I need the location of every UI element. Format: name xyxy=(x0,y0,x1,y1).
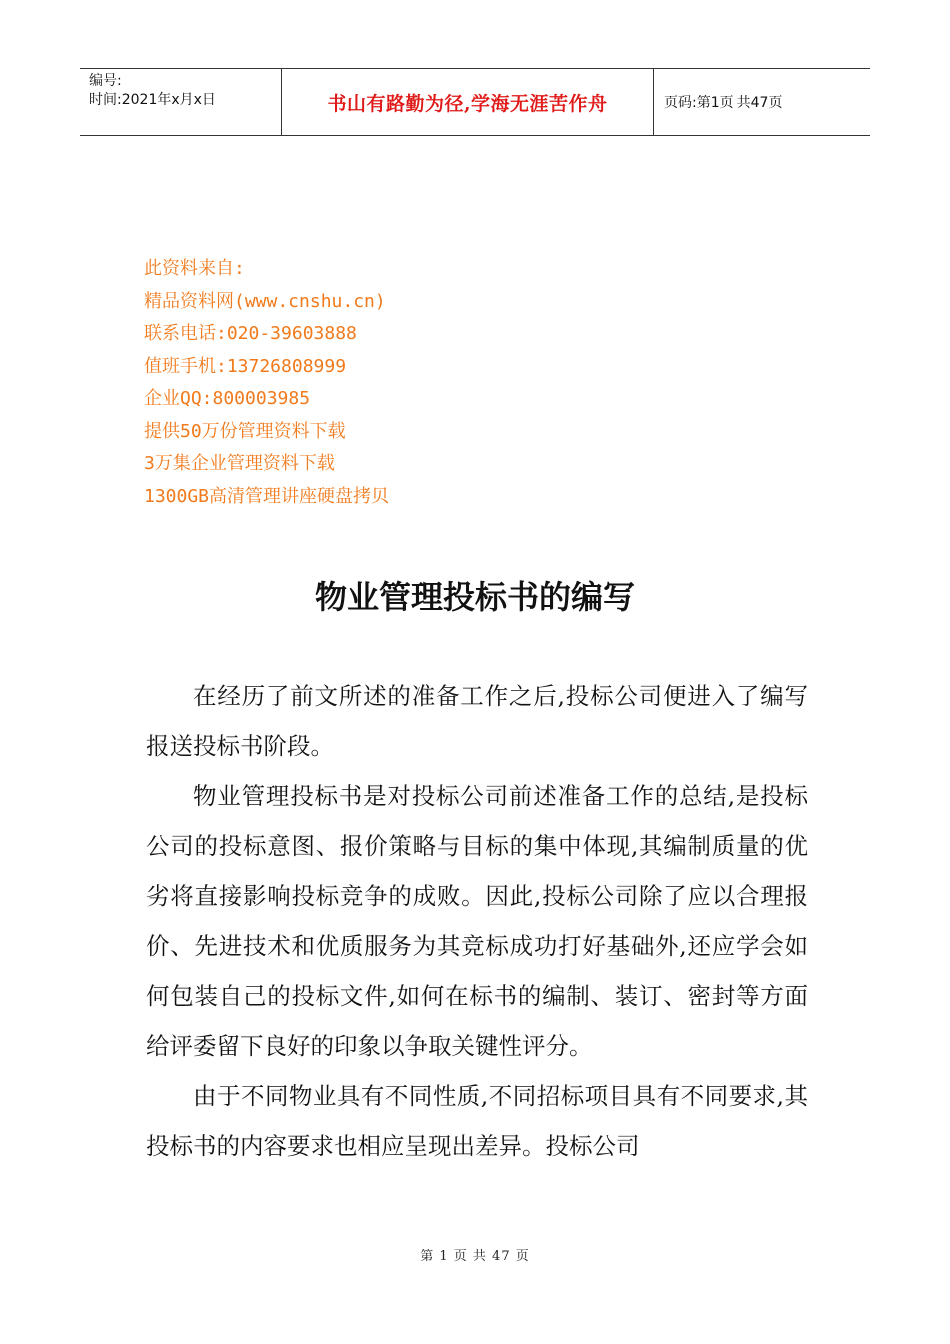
body-paragraph: 由于不同物业具有不同性质,不同招标项目具有不同要求,其投标书的内容要求也相应呈现出差异。投标公司 xyxy=(146,1082,808,1160)
header-motto-cell xyxy=(282,69,654,135)
header-meta-cell xyxy=(80,69,282,135)
header-motto: 书山有路勤为径,学海无涯苦作舟 xyxy=(327,92,608,115)
header-total-label: 共47页 xyxy=(736,95,783,111)
header-page-cell xyxy=(654,69,870,135)
source-info-block xyxy=(144,253,389,513)
document-title: 物业管理投标书的编写 xyxy=(314,578,635,616)
document-body xyxy=(146,671,808,1171)
source-line: 提供50万份管理资料下载 xyxy=(144,420,346,442)
header-page-label: 页码:第1页 xyxy=(664,95,734,111)
source-line: 企业QQ:800003985 xyxy=(144,388,311,409)
header-code-label: 编号: xyxy=(89,73,122,89)
source-line: 此资料来自: xyxy=(144,258,245,279)
source-line: 联系电话:020-39603888 xyxy=(144,323,357,344)
source-line: 精品资料网(www.cnshu.cn) xyxy=(144,290,386,312)
body-paragraph: 在经历了前文所述的准备工作之后,投标公司便进入了编写报送投标书阶段。 xyxy=(146,682,808,760)
page-footer: 第 1 页 共 47 页 xyxy=(420,1249,530,1264)
header-time-label: 时间:2021年x月x日 xyxy=(89,92,216,108)
source-line: 1300GB高清管理讲座硬盘拷贝 xyxy=(144,485,390,507)
document-header xyxy=(80,68,870,136)
body-paragraph: 物业管理投标书是对投标公司前述准备工作的总结,是投标公司的投标意图、报价策略与目标的集中体现,其编制质量的优劣将直接影响投标竞争的成败。因此,投标公司除了应以合理报价、先进技术和优质服务为其竞标成功打好基础外,还应学会如何包装自己的投标文件,如何在标书的编制、装订、密封等方面给评委留下良好的印象以争取关键性评分。 xyxy=(146,782,808,1060)
source-line: 3万集企业管理资料下载 xyxy=(144,453,335,474)
source-line: 值班手机:13726808999 xyxy=(144,355,347,377)
